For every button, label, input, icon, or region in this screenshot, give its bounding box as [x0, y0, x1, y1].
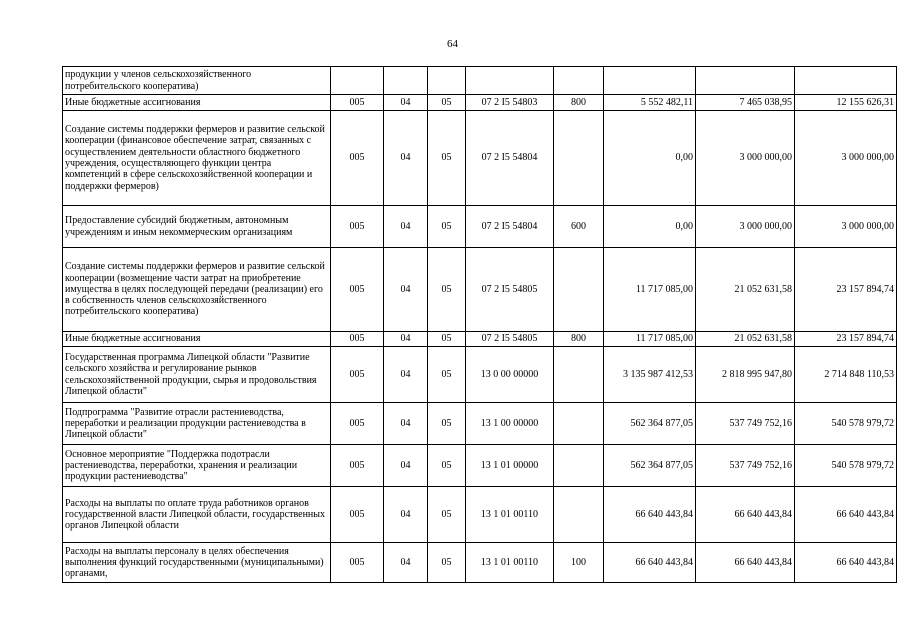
- amount-year3-cell: [795, 67, 897, 95]
- amount-year2-cell: 537 749 752,16: [696, 445, 795, 487]
- amount-year3-cell: 540 578 979,72: [795, 445, 897, 487]
- table-row: [63, 206, 897, 248]
- expense-type-cell: 800: [554, 332, 604, 347]
- amount-year2-cell: 7 465 038,95: [696, 95, 795, 111]
- target-article-cell: 13 0 00 00000: [466, 347, 554, 403]
- section-cell: 04: [384, 445, 428, 487]
- section-cell: 04: [384, 248, 428, 332]
- table-row: [63, 445, 897, 487]
- amount-year1-cell: 66 640 443,84: [604, 543, 696, 583]
- table-row: [63, 543, 897, 583]
- subsection-cell: 05: [428, 487, 466, 543]
- expense-type-cell: 100: [554, 543, 604, 583]
- grbs-cell: 005: [331, 332, 384, 347]
- grbs-cell: 005: [331, 487, 384, 543]
- grbs-cell: 005: [331, 206, 384, 248]
- grbs-cell: 005: [331, 248, 384, 332]
- target-article-cell: 07 2 I5 54805: [466, 248, 554, 332]
- amount-year3-cell: 3 000 000,00: [795, 111, 897, 206]
- target-article-cell: [466, 67, 554, 95]
- amount-year1-cell: 5 552 482,11: [604, 95, 696, 111]
- target-article-cell: 13 1 01 00110: [466, 487, 554, 543]
- amount-year1-cell: 0,00: [604, 111, 696, 206]
- target-article-cell: 07 2 I5 54804: [466, 206, 554, 248]
- table-row: [63, 487, 897, 543]
- grbs-cell: 005: [331, 445, 384, 487]
- amount-year3-cell: 3 000 000,00: [795, 206, 897, 248]
- amount-year1-cell: 3 135 987 412,53: [604, 347, 696, 403]
- amount-year3-cell: 23 157 894,74: [795, 332, 897, 347]
- amount-year3-cell: 540 578 979,72: [795, 403, 897, 445]
- expense-type-cell: [554, 67, 604, 95]
- expense-type-cell: 600: [554, 206, 604, 248]
- expense-type-cell: [554, 487, 604, 543]
- amount-year2-cell: 21 052 631,58: [696, 332, 795, 347]
- amount-year2-cell: 537 749 752,16: [696, 403, 795, 445]
- row-name-cell: Иные бюджетные ассигнования: [63, 332, 331, 347]
- grbs-cell: [331, 67, 384, 95]
- amount-year1-cell: 562 364 877,05: [604, 445, 696, 487]
- subsection-cell: [428, 67, 466, 95]
- row-name-cell: Основное мероприятие "Поддержка подотрасли растениеводства, переработки, хранения и реализации продукции растениеводства": [63, 445, 331, 487]
- section-cell: 04: [384, 487, 428, 543]
- grbs-cell: 005: [331, 95, 384, 111]
- section-cell: 04: [384, 206, 428, 248]
- amount-year3-cell: 12 155 626,31: [795, 95, 897, 111]
- grbs-cell: 005: [331, 543, 384, 583]
- row-name-cell: Иные бюджетные ассигнования: [63, 95, 331, 111]
- amount-year3-cell: 23 157 894,74: [795, 248, 897, 332]
- page-number: 64: [447, 38, 458, 50]
- row-name-cell: Расходы на выплаты по оплате труда работников органов государственной власти Липецкой области, государственных органов Липецкой области: [63, 487, 331, 543]
- expense-type-cell: 800: [554, 95, 604, 111]
- subsection-cell: 05: [428, 543, 466, 583]
- expense-type-cell: [554, 403, 604, 445]
- subsection-cell: 05: [428, 206, 466, 248]
- row-name-cell: Создание системы поддержки фермеров и развитие сельской кооперации (финансовое обеспечение затрат, связанных с осуществлением деятельности областного бюджетного учреждения, осуществляющего функции центра компетенций в сфере сельскохозяйственной кооперации и поддержки фермеров): [63, 111, 331, 206]
- target-article-cell: 13 1 00 00000: [466, 403, 554, 445]
- subsection-cell: 05: [428, 111, 466, 206]
- expense-type-cell: [554, 111, 604, 206]
- target-article-cell: 13 1 01 00000: [466, 445, 554, 487]
- subsection-cell: 05: [428, 332, 466, 347]
- amount-year3-cell: 66 640 443,84: [795, 487, 897, 543]
- row-name-cell: Расходы на выплаты персоналу в целях обеспечения выполнения функций государственными (муниципальными) органами,: [63, 543, 331, 583]
- subsection-cell: 05: [428, 95, 466, 111]
- grbs-cell: 005: [331, 347, 384, 403]
- row-name-cell: Государственная программа Липецкой области "Развитие сельского хозяйства и регулирование рынков сельскохозяйственной продукции, сырья и продовольствия Липецкой области": [63, 347, 331, 403]
- subsection-cell: 05: [428, 403, 466, 445]
- target-article-cell: 07 2 I5 54803: [466, 95, 554, 111]
- amount-year3-cell: 66 640 443,84: [795, 543, 897, 583]
- amount-year1-cell: 0,00: [604, 206, 696, 248]
- section-cell: [384, 67, 428, 95]
- table-row: [63, 403, 897, 445]
- table-row: [63, 67, 897, 95]
- table-row: [63, 347, 897, 403]
- amount-year2-cell: 2 818 995 947,80: [696, 347, 795, 403]
- section-cell: 04: [384, 347, 428, 403]
- section-cell: 04: [384, 332, 428, 347]
- grbs-cell: 005: [331, 111, 384, 206]
- amount-year1-cell: 562 364 877,05: [604, 403, 696, 445]
- table-row: [63, 248, 897, 332]
- row-name-cell: Подпрограмма "Развитие отрасли растениеводства, переработки и реализации продукции растениеводства в Липецкой области": [63, 403, 331, 445]
- subsection-cell: 05: [428, 445, 466, 487]
- grbs-cell: 005: [331, 403, 384, 445]
- expense-type-cell: [554, 347, 604, 403]
- table-row: [63, 111, 897, 206]
- amount-year1-cell: 11 717 085,00: [604, 248, 696, 332]
- row-name-cell: Предоставление субсидий бюджетным, автономным учреждениям и иным некоммерческим организациям: [63, 206, 331, 248]
- table-row: [63, 95, 897, 111]
- amount-year2-cell: 21 052 631,58: [696, 248, 795, 332]
- amount-year2-cell: 66 640 443,84: [696, 487, 795, 543]
- expense-type-cell: [554, 248, 604, 332]
- table-row: [63, 332, 897, 347]
- section-cell: 04: [384, 111, 428, 206]
- subsection-cell: 05: [428, 347, 466, 403]
- target-article-cell: 13 1 01 00110: [466, 543, 554, 583]
- amount-year2-cell: 66 640 443,84: [696, 543, 795, 583]
- section-cell: 04: [384, 403, 428, 445]
- target-article-cell: 07 2 I5 54805: [466, 332, 554, 347]
- section-cell: 04: [384, 95, 428, 111]
- amount-year1-cell: 66 640 443,84: [604, 487, 696, 543]
- amount-year1-cell: [604, 67, 696, 95]
- amount-year2-cell: 3 000 000,00: [696, 111, 795, 206]
- section-cell: 04: [384, 543, 428, 583]
- subsection-cell: 05: [428, 248, 466, 332]
- target-article-cell: 07 2 I5 54804: [466, 111, 554, 206]
- row-name-cell: Создание системы поддержки фермеров и развитие сельской кооперации (возмещение части затрат на приобретение имущества в целях последующей передачи (реализации) его в собственность членов сельскохозяйственного потребительского кооператива): [63, 248, 331, 332]
- amount-year3-cell: 2 714 848 110,53: [795, 347, 897, 403]
- budget-table: [62, 66, 897, 583]
- row-name-cell: продукции у членов сельскохозяйственного потребительского кооператива): [63, 67, 331, 95]
- amount-year2-cell: 3 000 000,00: [696, 206, 795, 248]
- expense-type-cell: [554, 445, 604, 487]
- amount-year2-cell: [696, 67, 795, 95]
- amount-year1-cell: 11 717 085,00: [604, 332, 696, 347]
